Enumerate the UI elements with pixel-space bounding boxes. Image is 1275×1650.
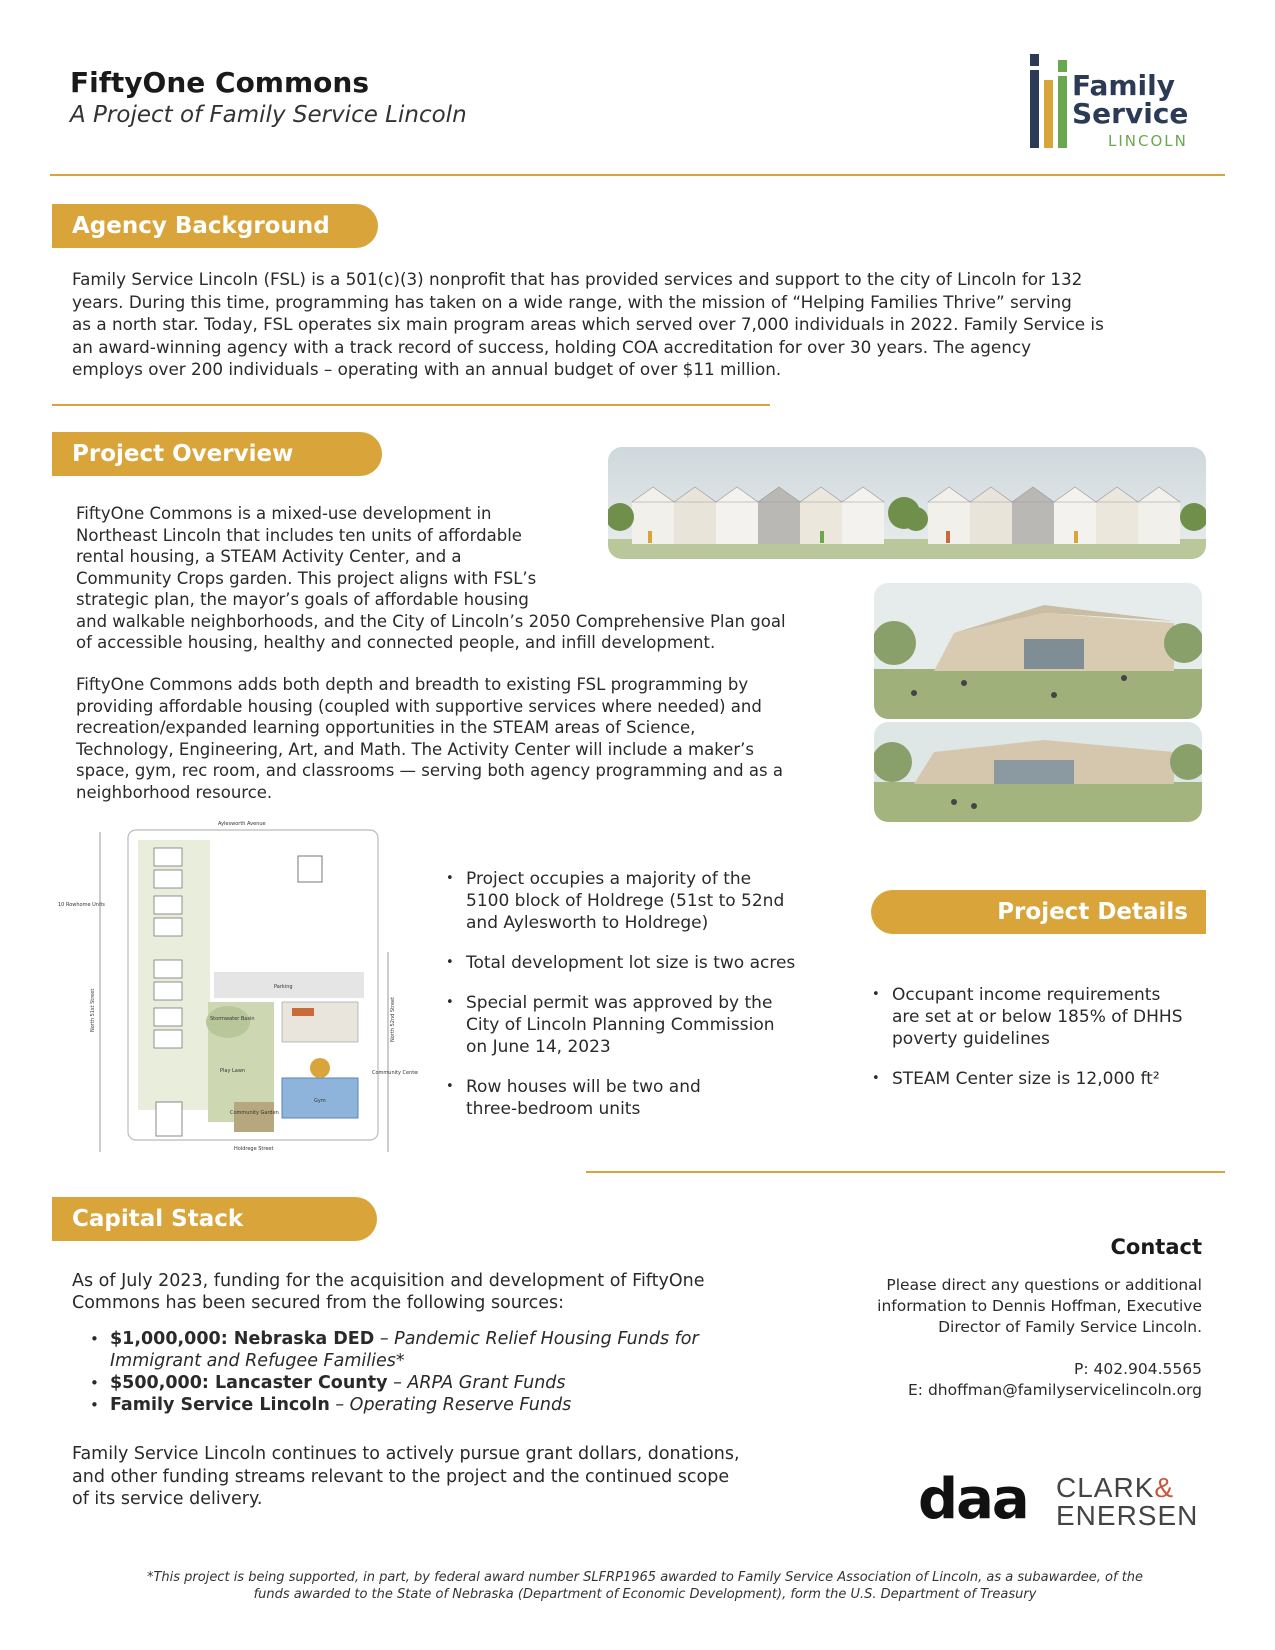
- daa-logo: daa: [918, 1467, 1028, 1532]
- bullet-line: • Total development lot size is two acres: [466, 953, 796, 973]
- activity-center-rendering-image-2: [874, 722, 1202, 822]
- capital-intro-line: Commons has been secured from the following sources:: [72, 1293, 565, 1313]
- site-plan-community-label: Community Center: [372, 1070, 418, 1076]
- list-item: [872, 1068, 1222, 1090]
- bullet-line: on June 14, 2023: [466, 1037, 611, 1057]
- agency-line: employs over 200 individuals – operating with an annual budget of over $11 million.: [72, 359, 782, 379]
- funding-separator: –: [374, 1329, 395, 1349]
- project-overview-heading-text: Project Overview: [72, 441, 294, 467]
- site-plan-basin-label: Stormwater Basin: [210, 1016, 255, 1022]
- funding-source-detail: Operating Reserve Funds: [349, 1395, 572, 1415]
- site-plan-gym-label: Gym: [314, 1098, 326, 1104]
- rowhouse-rendering-image: [608, 447, 1206, 559]
- overview-line: recreation/expanded learning opportunities in the STEAM areas of Science,: [76, 718, 696, 737]
- list-item: [90, 1394, 810, 1416]
- contact-heading: Contact: [1110, 1235, 1202, 1259]
- bullet-line: • Special permit was approved by the: [466, 993, 773, 1013]
- funding-source-name: $1,000,000: Nebraska DED: [110, 1329, 375, 1349]
- activity-center-rendering-image: [874, 583, 1202, 719]
- overview-line: FiftyOne Commons adds both depth and breadth to existing FSL programming by: [76, 675, 749, 694]
- capital-closing-line: and other funding streams relevant to the project and the continued scope: [72, 1466, 730, 1487]
- agency-line: Family Service Lincoln (FSL) is a 501(c)(3) nonprofit that has provided services and support to the city of Lincoln for 132: [72, 269, 1083, 289]
- funding-separator: –: [329, 1395, 350, 1415]
- agency-line: as a north star. Today, FSL operates six main program areas which served over 7,000 individuals in 2022. Family Service is: [72, 314, 1104, 334]
- list-item: [446, 952, 836, 974]
- bullet-line: • Project occupies a majority of the: [466, 869, 752, 889]
- agency-line: years. During this time, programming has taken on a wide range, with the mission of “Helping Families Thrive” serving: [72, 291, 1072, 312]
- agency-divider: [52, 404, 770, 406]
- overview-line: rental housing, a STEAM Activity Center, and a: [76, 547, 462, 566]
- overview-line: FiftyOne Commons is a mixed-use development in: [76, 504, 492, 523]
- agency-background-heading-text: Agency Background: [72, 213, 330, 239]
- logo-bars-icon: [1030, 52, 1076, 148]
- bullet-line: are set at or below 185% of DHHS: [892, 1007, 1183, 1027]
- funding-sources-list: [90, 1328, 810, 1416]
- bullet-line: • Occupant income requirements: [892, 985, 1161, 1005]
- overview-line: space, gym, rec room, and classrooms — serving both agency programming and as a: [76, 761, 783, 780]
- family-service-logo: [1030, 52, 1210, 152]
- funding-source-name: Family Service Lincoln: [110, 1395, 330, 1415]
- project-overview-heading: [52, 432, 382, 476]
- agency-line: an award-winning agency with a track record of success, holding COA accreditation for over 30 years. The agency: [72, 336, 1032, 357]
- contact-line: Director of Family Service Lincoln.: [938, 1318, 1202, 1336]
- funding-separator: –: [387, 1373, 408, 1393]
- footnote-line: funds awarded to the State of Nebraska (Department of Economic Development), form the U.S. Department of Treasury: [253, 1587, 1037, 1602]
- bullet-line: poverty guidelines: [892, 1029, 1050, 1049]
- project-facts-list: [446, 868, 836, 1138]
- logo-lincoln-text: LINCOLN: [1108, 132, 1188, 150]
- site-plan-rowhome-label: 10 Rowhome Units: [58, 902, 105, 908]
- funding-source-detail: Pandemic Relief Housing Funds for: [394, 1329, 699, 1349]
- logo-family-text: Family: [1072, 69, 1176, 102]
- funding-source-name: $500,000: Lancaster County: [110, 1373, 388, 1393]
- site-plan-street-left: North 51st Street: [90, 988, 96, 1032]
- capital-closing-line: of its service delivery.: [72, 1489, 263, 1509]
- ampersand-text: &: [1154, 1472, 1175, 1503]
- overview-line: of accessible housing, healthy and connected people, and infill development.: [76, 633, 716, 652]
- bullet-line: and Aylesworth to Holdrege): [466, 913, 709, 933]
- overview-line: Technology, Engineering, Art, and Math. The Activity Center will include a maker’s: [76, 739, 754, 759]
- capital-stack-heading: [52, 1197, 377, 1241]
- logo-service-text: Service: [1072, 97, 1189, 130]
- project-details-heading: [871, 890, 1206, 934]
- list-item: [446, 992, 836, 1058]
- bullet-line: • Row houses will be two and: [466, 1077, 701, 1097]
- site-plan-parking-label: Parking: [274, 984, 293, 990]
- footnote: [80, 1569, 1210, 1603]
- header-divider: [50, 174, 1225, 176]
- project-details-heading-text: Project Details: [997, 899, 1188, 925]
- clark-enersen-logo: [1056, 1474, 1198, 1530]
- bullet-line: 5100 block of Holdrege (51st to 52nd: [466, 891, 785, 911]
- overview-line: providing affordable housing (coupled with supportive services where needed) and: [76, 696, 762, 716]
- footnote-line: *This project is being supported, in part, by federal award number SLFRP1965 awarded to Family Service Association of Lincoln, as a subawardee, of the: [146, 1570, 1144, 1585]
- site-plan-street-right: North 52nd Street: [390, 996, 396, 1042]
- bullet-line: City of Lincoln Planning Commission: [466, 1015, 775, 1035]
- overview-line: Northeast Lincoln that includes ten units of affordable: [76, 525, 522, 545]
- contact-block: [800, 1235, 1202, 1401]
- capital-stack-heading-text: Capital Stack: [72, 1206, 244, 1232]
- project-details-list: [872, 984, 1222, 1108]
- enersen-text: ENERSEN: [1056, 1500, 1199, 1531]
- agency-background-text: [72, 268, 1222, 381]
- agency-background-heading: [52, 204, 378, 248]
- site-plan-image: [58, 812, 418, 1157]
- bullet-line: • STEAM Center size is 12,000 ft²: [892, 1069, 1160, 1089]
- overview-line: Community Crops garden. This project aligns with FSL’s: [76, 568, 537, 588]
- contact-line: Please direct any questions or additional: [886, 1276, 1202, 1294]
- list-item: [90, 1372, 810, 1394]
- site-plan-street-bottom: Holdrege Street: [234, 1146, 274, 1152]
- page-subtitle: A Project of Family Service Lincoln: [70, 102, 467, 128]
- list-item: [446, 868, 836, 934]
- overview-line: and walkable neighborhoods, and the City of Lincoln’s 2050 Comprehensive Plan goal: [76, 611, 786, 631]
- site-plan-garden-label: Community Garden: [230, 1110, 279, 1116]
- bullet-line: three-bedroom units: [466, 1099, 641, 1119]
- capital-stack-intro: [72, 1270, 792, 1314]
- contact-email[interactable]: E: dhoffman@familyservicelincoln.org: [908, 1381, 1202, 1399]
- page-title: FiftyOne Commons: [70, 66, 369, 99]
- site-plan-lawn-label: Play Lawn: [220, 1068, 246, 1074]
- funding-source-detail: Immigrant and Refugee Families*: [110, 1351, 405, 1371]
- details-divider: [586, 1171, 1225, 1173]
- project-overview-paragraph-2: [76, 674, 856, 803]
- overview-line: strategic plan, the mayor’s goals of affordable housing: [76, 590, 529, 609]
- list-item: [90, 1328, 810, 1372]
- contact-line: information to Dennis Hoffman, Executive: [877, 1297, 1202, 1315]
- site-plan-street-top: Aylesworth Avenue: [218, 821, 266, 827]
- list-item: [872, 984, 1222, 1050]
- capital-closing-line: Family Service Lincoln continues to actively pursue grant dollars, donations,: [72, 1444, 740, 1464]
- contact-phone: P: 402.904.5565: [1074, 1360, 1202, 1378]
- funding-source-detail: ARPA Grant Funds: [407, 1373, 566, 1393]
- capital-intro-line: As of July 2023, funding for the acquisition and development of FiftyOne: [72, 1271, 705, 1291]
- capital-stack-closing: [72, 1443, 812, 1511]
- list-item: [446, 1076, 836, 1120]
- clark-text: CLARK: [1056, 1472, 1155, 1503]
- overview-line: neighborhood resource.: [76, 782, 273, 802]
